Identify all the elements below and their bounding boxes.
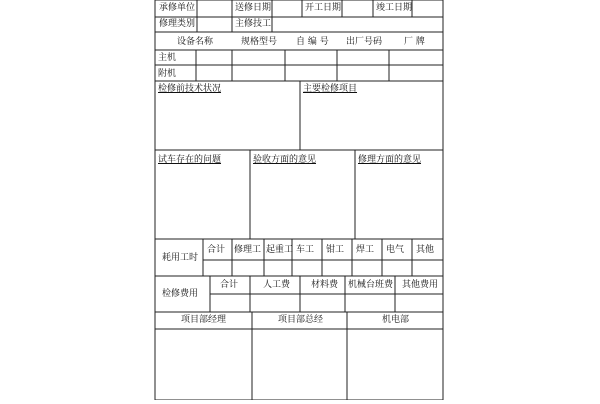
self-number-label: 自 编 号 <box>296 37 329 47</box>
labor-hours-label: 耗用工时 <box>162 253 199 263</box>
labor-bench-header: 钳工 <box>326 245 345 255</box>
main-repair-items-label: 主要检修项目 <box>303 84 358 94</box>
repair-cost-label: 检修费用 <box>162 289 199 299</box>
project-general-label: 项目部总经 <box>278 315 324 325</box>
labor-total-header: 合计 <box>207 245 226 255</box>
equipment-name-label: 设备名称 <box>177 37 214 47</box>
labor-rigger-header: 起重工 <box>266 245 294 255</box>
auxiliary-unit-label: 附机 <box>158 69 177 79</box>
start-date-label: 开工日期 <box>305 3 342 13</box>
lead-tech-label: 主修技工 <box>235 19 272 29</box>
serial-number-label: 出厂号码 <box>346 37 383 47</box>
send-date-label: 送修日期 <box>235 3 272 13</box>
cost-machinery-header: 机械台班费 <box>348 280 394 290</box>
main-unit-label: 主机 <box>158 53 177 63</box>
cost-other-header: 其他费用 <box>402 280 439 290</box>
labor-fitter-header: 修理工 <box>234 245 262 255</box>
cost-total-header: 合计 <box>220 280 239 290</box>
repair-opinion-label: 修理方面的意见 <box>358 155 422 165</box>
trial-run-problems-label: 试车存在的问题 <box>158 155 222 165</box>
labor-other-header: 其他 <box>416 245 435 255</box>
repair-type-label: 修理类别 <box>159 19 196 29</box>
manufacturer-label: 厂 牌 <box>404 37 425 47</box>
pre-repair-condition-label: 检修前技术状况 <box>158 84 222 94</box>
cost-material-header: 材料费 <box>311 280 339 290</box>
labor-electric-header: 电气 <box>386 245 405 255</box>
labor-turner-header: 车工 <box>296 245 315 255</box>
spec-model-label: 规格型号 <box>241 37 278 47</box>
labor-welder-header: 焊工 <box>356 245 375 255</box>
electromechanical-dept-label: 机电部 <box>382 315 410 325</box>
finish-date-label: 竣工日期 <box>376 3 413 13</box>
cost-labor-header: 人工费 <box>263 280 291 290</box>
acceptance-opinion-label: 验收方面的意见 <box>253 155 317 165</box>
project-manager-label: 项目部经理 <box>181 315 227 325</box>
contractor-label: 承修单位 <box>159 3 196 13</box>
